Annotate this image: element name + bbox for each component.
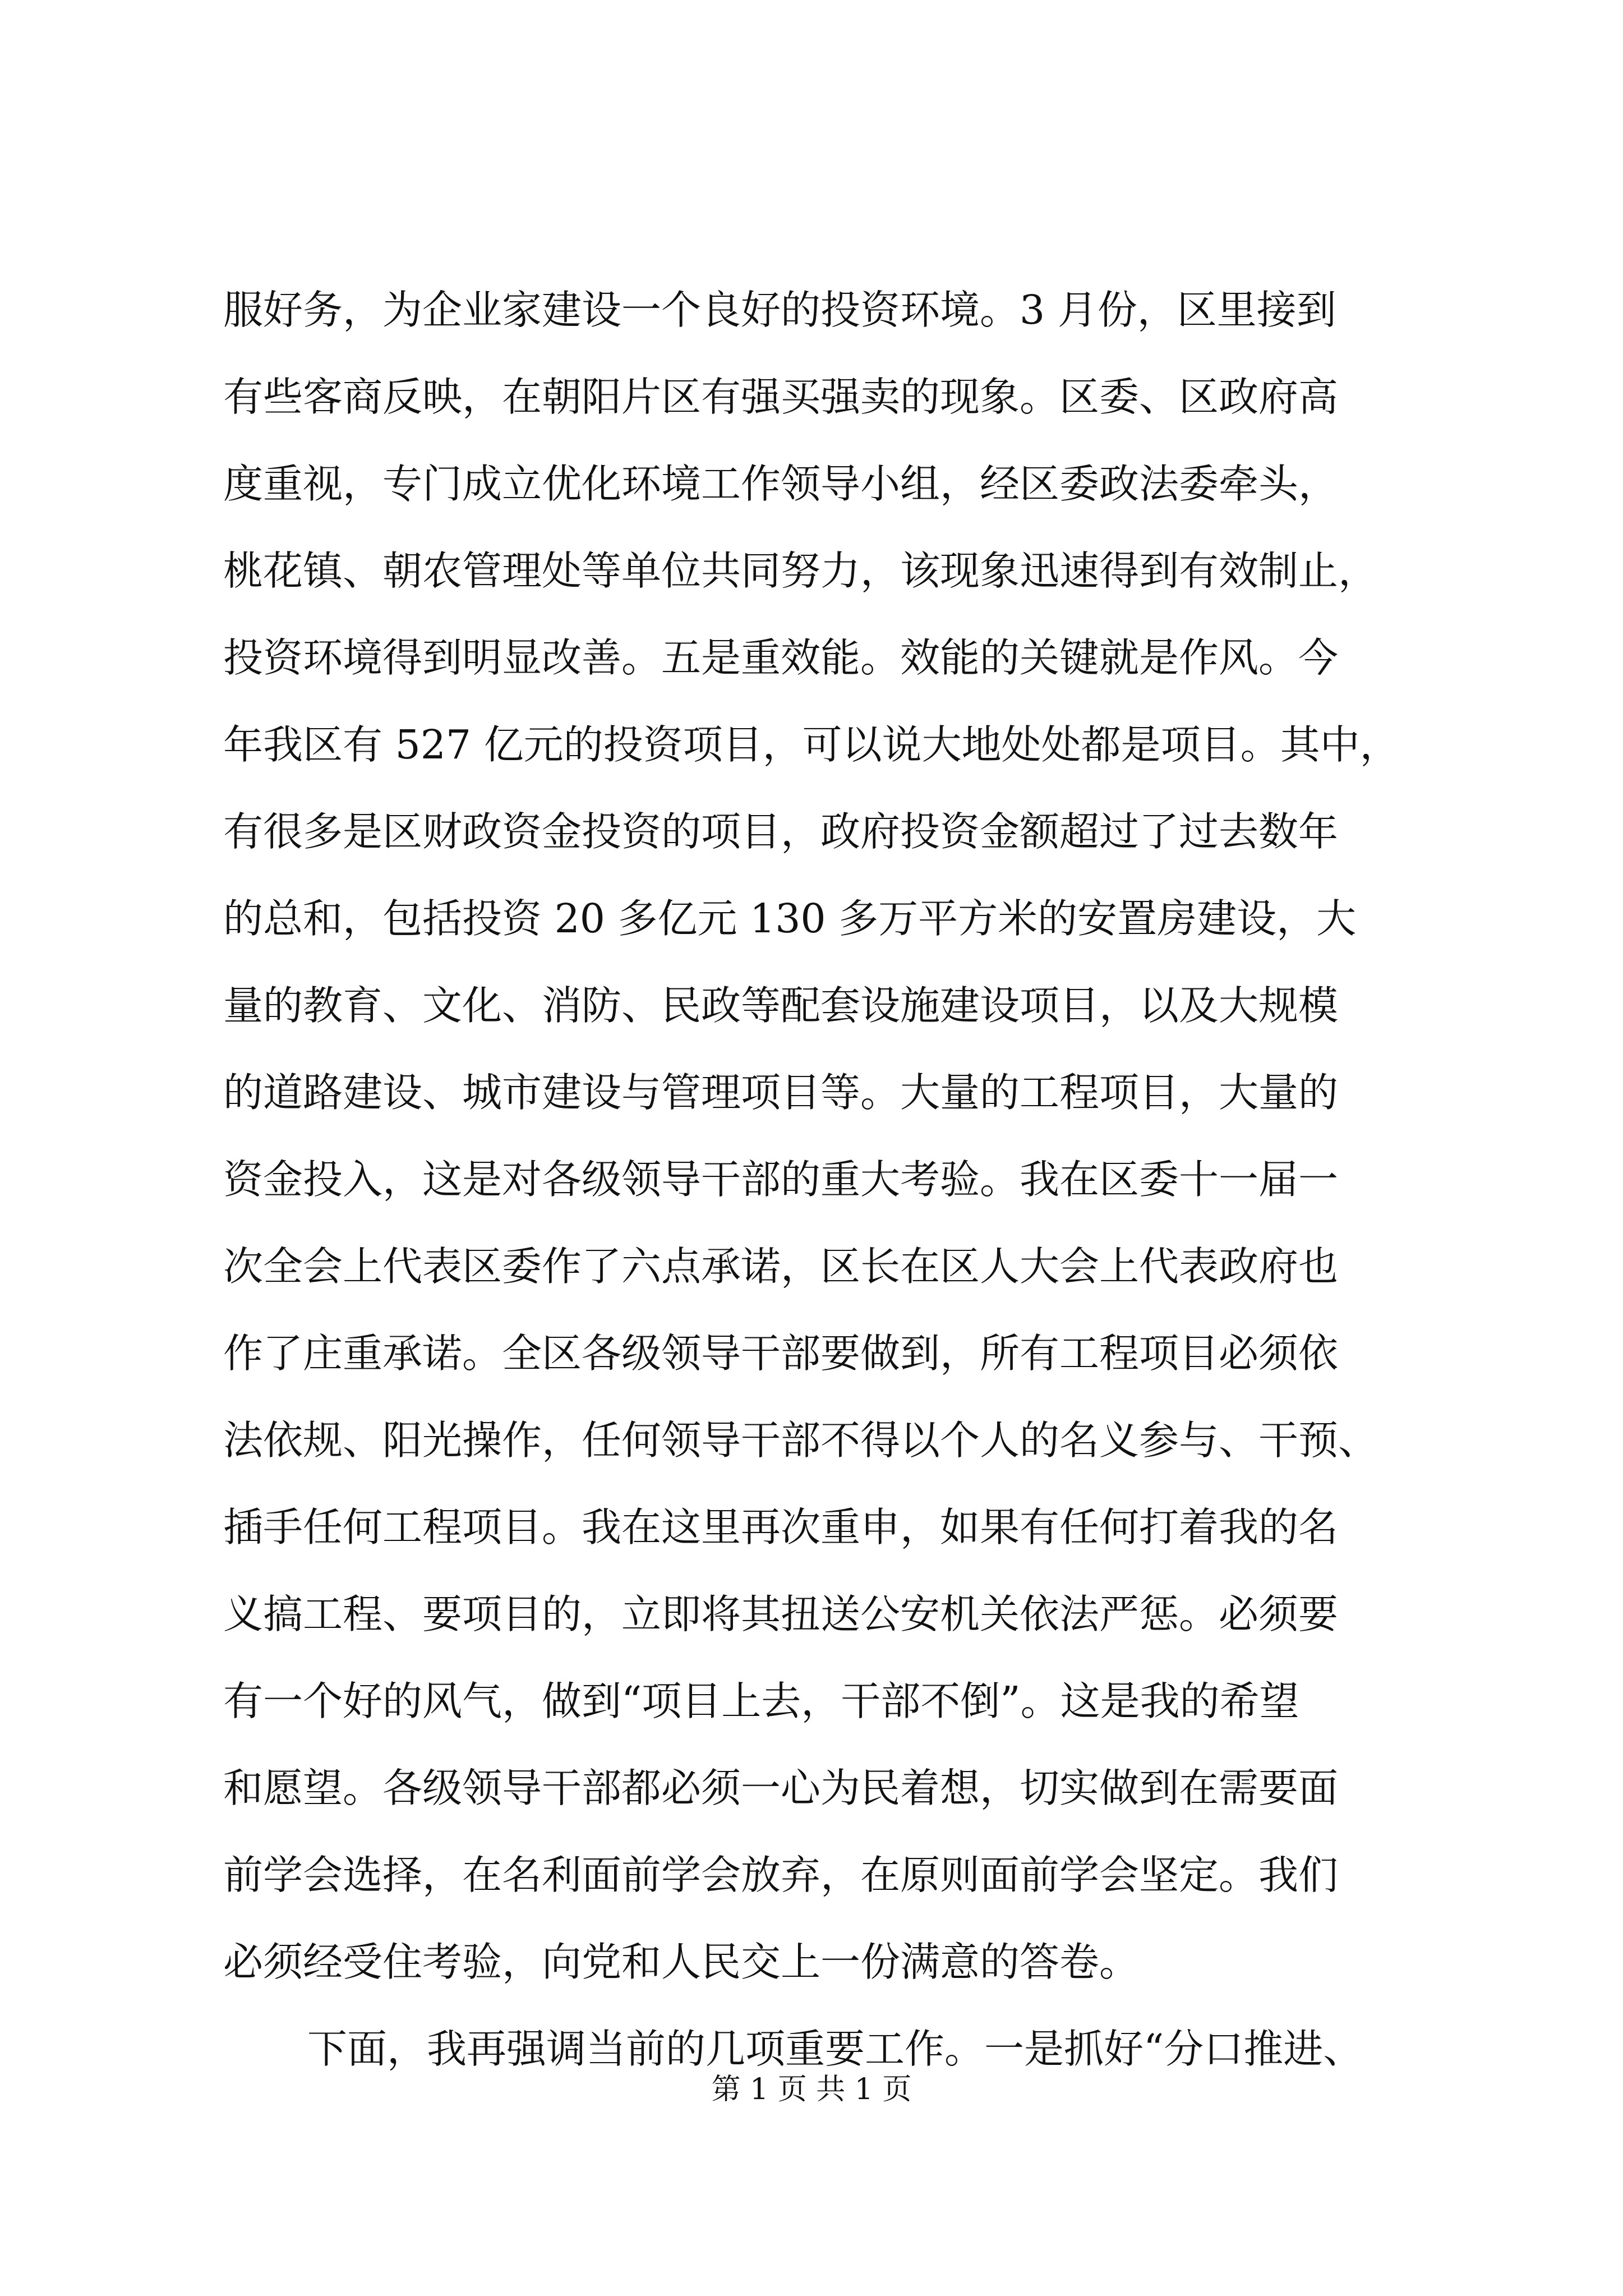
page-footer: 第 1 页 共 1 页: [711, 2073, 912, 2106]
text-line: 桃花镇、朝农管理处等单位共同努力，该现象迅速得到有效制止，: [223, 547, 1378, 594]
text-line: 服好务，为企业家建设一个良好的投资环境。3 月份，区里接到: [223, 287, 1336, 333]
paragraph-first-line: 下面，我再强调当前的几项重要工作。一是抓好“分口推进、: [307, 2026, 1363, 2072]
text-line: 前学会选择，在名利面前学会放弃，在原则面前学会坚定。我们: [223, 1852, 1339, 1898]
text-line: 作了庄重承诺。全区各级领导干部要做到，所有工程项目必须依: [223, 1330, 1339, 1377]
text-line: 必须经受住考验，向党和人民交上一份满意的答卷。: [223, 1939, 1140, 1985]
text-line: 资金投入，这是对各级领导干部的重大考验。我在区委十一届一: [223, 1156, 1339, 1203]
text-line: 法依规、阳光操作，任何领导干部不得以个人的名义参与、干预、: [223, 1417, 1378, 1464]
text-line: 年我区有 527 亿元的投资项目，可以说大地处处都是项目。其中，: [223, 721, 1400, 768]
text-line: 和愿望。各级领导干部都必须一心为民着想，切实做到在需要面: [223, 1765, 1339, 1811]
text-line: 次全会上代表区委作了六点承诺，区长在区人大会上代表政府也: [223, 1243, 1339, 1290]
text-line: 量的教育、文化、消防、民政等配套设施建设项目，以及大规模: [223, 982, 1339, 1029]
body-text: [223, 266, 1423, 2092]
text-line: 的总和，包括投资 20 多亿元 130 多万平方米的安置房建设，大: [223, 895, 1357, 942]
text-line: 有很多是区财政资金投资的项目，政府投资金额超过了过去数年: [223, 808, 1339, 855]
text-line: 插手任何工程项目。我在这里再次重申，如果有任何打着我的名: [223, 1504, 1339, 1550]
text-line: 有些客商反映，在朝阳片区有强买强卖的现象。区委、区政府高: [223, 374, 1339, 420]
text-line: 义搞工程、要项目的，立即将其扭送公安机关依法严惩。必须要: [223, 1591, 1339, 1637]
text-line: 的道路建设、城市建设与管理项目等。大量的工程项目，大量的: [223, 1069, 1339, 1116]
text-line: 有一个好的风气，做到“项目上去，干部不倒”。这是我的希望: [223, 1678, 1299, 1724]
text-line: 度重视，专门成立优化环境工作领导小组，经区委政法委牵头，: [223, 461, 1339, 507]
text-line: 投资环境得到明显改善。五是重效能。效能的关键就是作风。今: [223, 634, 1339, 681]
